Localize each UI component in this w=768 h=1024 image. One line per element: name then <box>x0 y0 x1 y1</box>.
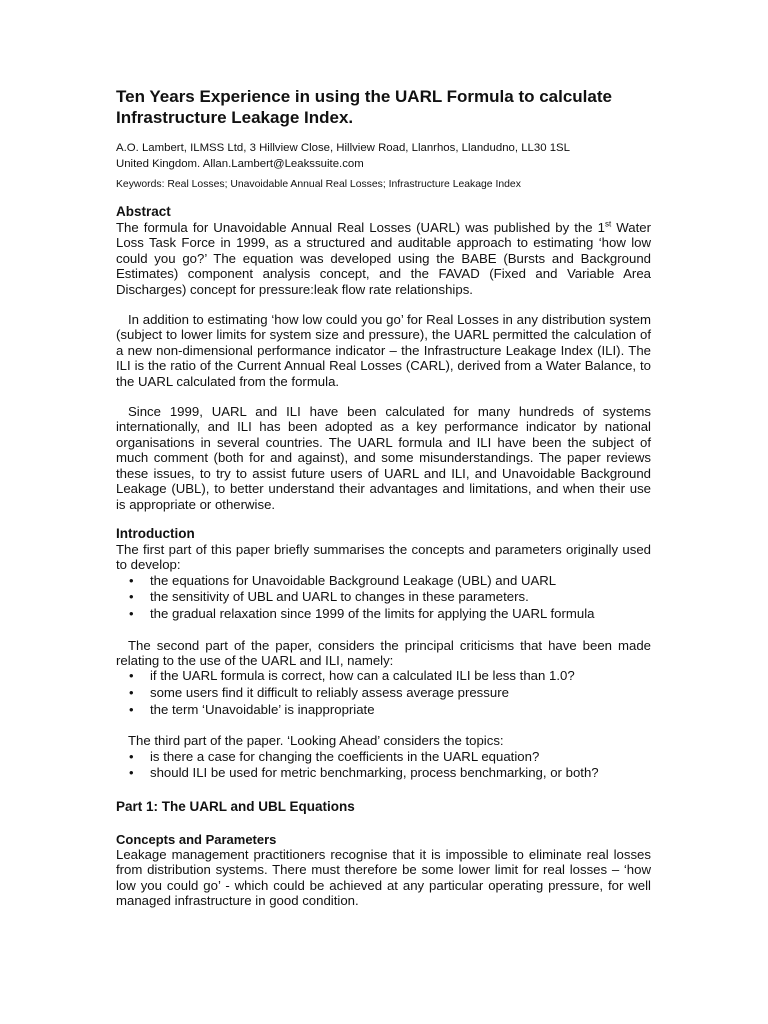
abstract-paragraph-2: In addition to estimating ‘how low could you go’ for Real Losses in any distribution system (subject to lower limits for system size and pressure), the UARL permitted the calculation of a new non-dimensional performance indicator – the Infrastructure Leakage Index (ILI). The ILI is the ratio of the Current Annual Real Losses (CARL), derived from a Water Balance, to the UARL calculated from the formula. <box>116 312 651 389</box>
author-affiliation <box>116 140 651 172</box>
bullet-list-looking-ahead <box>116 749 651 782</box>
list-item: • should ILI be used for metric benchmarking, process benchmarking, or both? <box>129 765 599 781</box>
paper-title: Ten Years Experience in using the UARL Formula to calculate Infrastructure Leakage Index. <box>116 87 612 127</box>
bullet-icon: • <box>129 668 134 684</box>
keywords-line: Keywords: Real Losses; Unavoidable Annual Real Losses; Infrastructure Leakage Index <box>116 179 521 190</box>
abstract-paragraph-1 <box>116 220 651 297</box>
abstract-paragraph-3: Since 1999, UARL and ILI have been calculated for many hundreds of systems internationally, and ILI has been adopted as a key performance indicator by national organisations in several countries. The UARL formula and ILI have been the subject of much comment (both for and against), and some misunderstandings. The paper reviews these issues, to try to assist future users of UARL and ILI, and Unavoidable Background Leakage (UBL), to better understand their advantages and limitations, and when their use is appropriate or otherwise. <box>116 404 651 512</box>
list-item: • is there a case for changing the coefficients in the UARL equation? <box>129 748 540 764</box>
list-item: • the gradual relaxation since 1999 of the limits for applying the UARL formula <box>129 605 595 621</box>
list-item: • the equations for Unavoidable Background Leakage (UBL) and UARL <box>129 572 557 588</box>
concepts-subheading: Concepts and Parameters <box>116 831 277 847</box>
bullet-icon: • <box>129 605 134 621</box>
list-item: • if the UARL formula is correct, how can a calculated ILI be less than 1.0? <box>129 668 575 684</box>
part1-heading: Part 1: The UARL and UBL Equations <box>116 798 355 814</box>
bullet-list-develop <box>116 573 651 623</box>
bullet-icon: • <box>129 589 134 605</box>
bullet-icon: • <box>129 572 134 588</box>
author-country-email-line: United Kingdom. Allan.Lambert@Leakssuite.com <box>116 158 364 170</box>
bullet-icon: • <box>129 765 134 781</box>
introduction-heading: Introduction <box>116 525 195 541</box>
bullet-icon: • <box>129 701 134 717</box>
bullet-icon: • <box>129 748 134 764</box>
abstract-heading: Abstract <box>116 204 171 219</box>
list-item: • some users find it difficult to reliably assess average pressure <box>129 684 509 700</box>
introduction-paragraph-3: The third part of the paper. ‘Looking Ahead’ considers the topics: <box>128 733 504 749</box>
introduction-paragraph-1: The first part of this paper briefly summarises the concepts and parameters originally used to develop: <box>116 541 651 573</box>
introduction-paragraph-2: The second part of the paper, considers the principal criticisms that have been made relating to the use of the UARL and ILI, namely: <box>116 637 651 668</box>
part1-paragraph-1: Leakage management practitioners recognise that it is impossible to eliminate real losses from distribution systems. There must therefore be some lower limit for real losses – ‘how low you could go’ - which could be achieved at any particular operating pressure, for well managed infrastructure in good condition. <box>116 846 651 908</box>
list-item: • the sensitivity of UBL and UARL to changes in these parameters. <box>129 589 529 605</box>
paper-body <box>116 86 651 908</box>
bullet-icon: • <box>129 684 134 700</box>
abstract-p1-end: Water Loss Task Force in 1999, as a structured and auditable approach to estimating ‘how low could you go?’ The equation was developed using the BABE (Bursts and Background Estimates) component analysis concept, and the FAVAD (Fixed and Variable Area Discharges) concept for pressure:leak flow rate relationships. <box>116 220 651 297</box>
abstract-p1-start: The formula for Unavoidable Annual Real Losses (UARL) was published by the 1 <box>116 220 605 235</box>
list-item: • the term ‘Unavoidable’ is inappropriate <box>129 701 375 717</box>
author-address-line: A.O. Lambert, ILMSS Ltd, 3 Hillview Close, Hillview Road, Llanrhos, Llandudno, LL30 1SL <box>116 142 570 154</box>
ordinal-superscript: st <box>605 219 612 229</box>
bullet-list-criticisms <box>116 668 651 718</box>
